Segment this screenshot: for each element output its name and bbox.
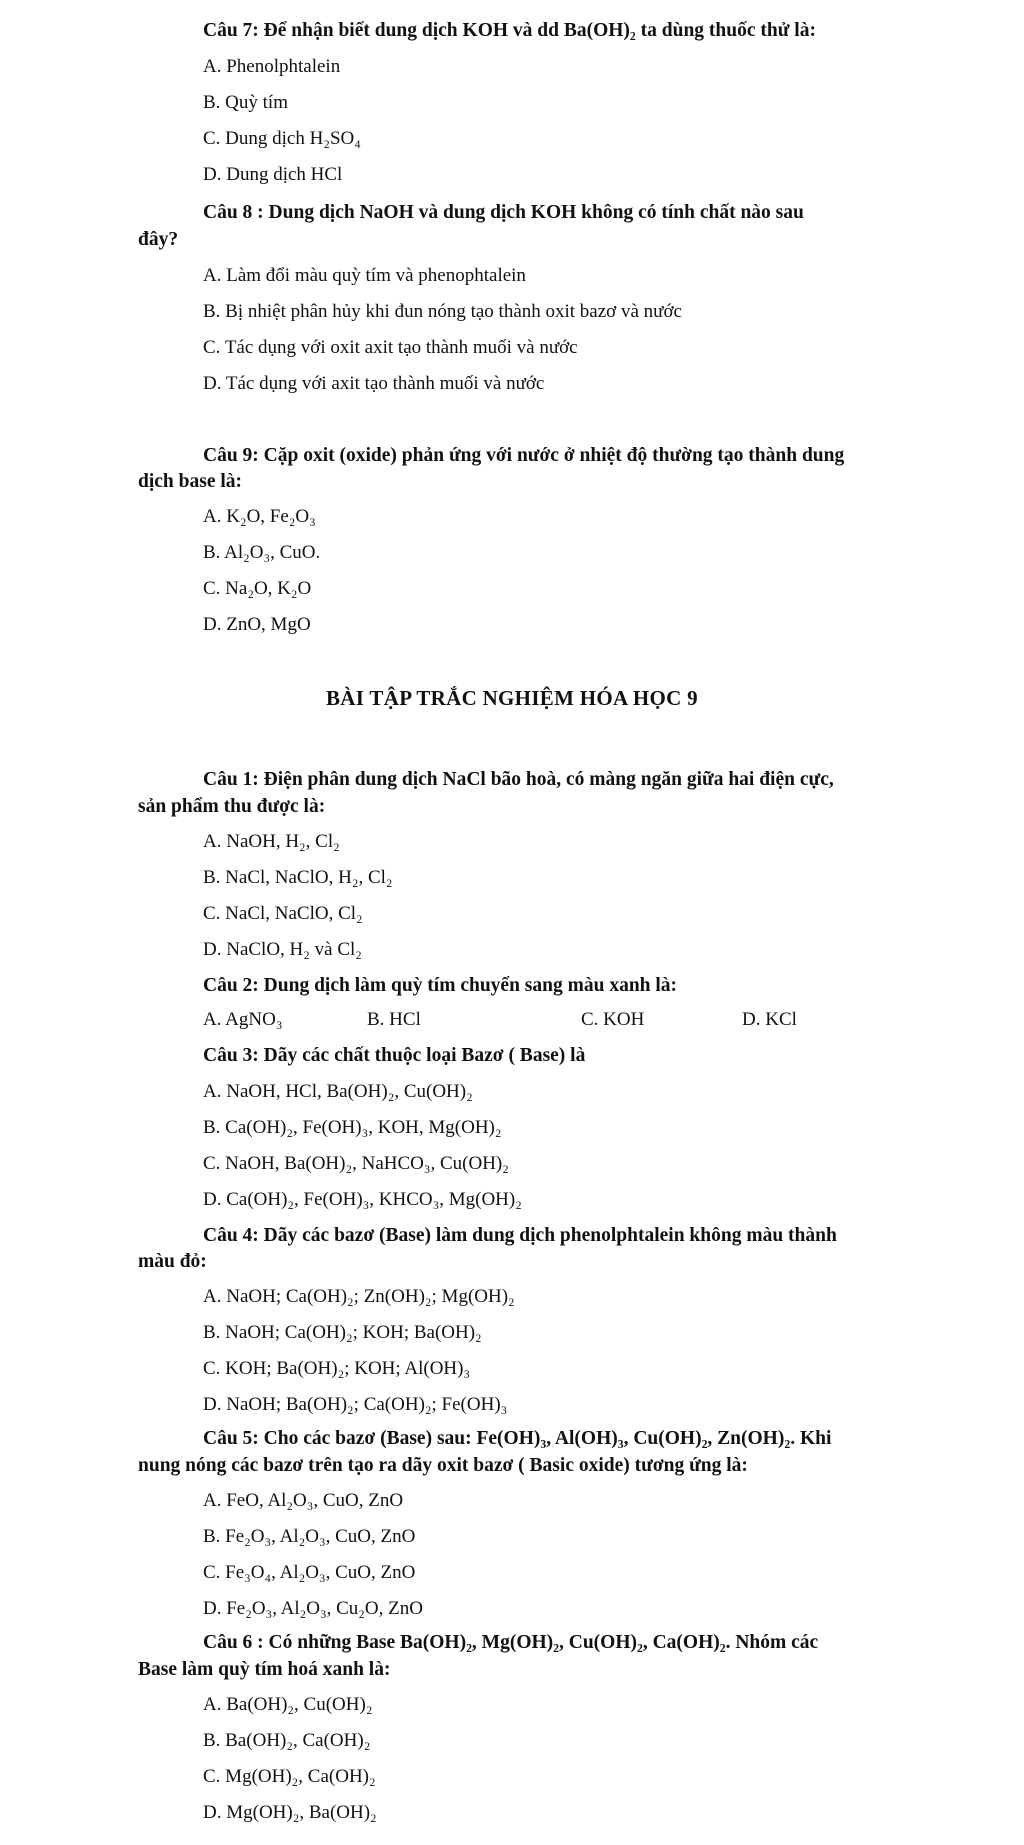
question-text: Câu 4: Dãy các bazơ (Base) làm dung dịch phenolphtalein không màu thành xyxy=(203,1225,837,1246)
answer-option: A. K₂O, Fe₂O₃ xyxy=(203,506,316,527)
q2-option-a: A. AgNO₃ xyxy=(203,1009,283,1030)
question-text: Câu 9: Cặp oxit (oxide) phản ứng với nước ở nhiệt độ thường tạo thành dung xyxy=(203,445,845,466)
answer-option: B. NaOH; Ca(OH)₂; KOH; Ba(OH)₂ xyxy=(203,1322,482,1343)
question-text: Câu 5: Cho các bazơ (Base) sau: Fe(OH)₃, Al(OH)₃, Cu(OH)₂, Zn(OH)₂. Khi xyxy=(203,1428,832,1449)
answer-option: B. NaCl, NaClO, H₂, Cl₂ xyxy=(203,867,393,888)
question-text: Câu 2: Dung dịch làm quỳ tím chuyển sang màu xanh là: xyxy=(203,975,678,996)
question-text: Câu 8 : Dung dịch NaOH và dung dịch KOH không có tính chất nào sau xyxy=(203,202,804,223)
question-text: Base làm quỳ tím hoá xanh là: xyxy=(138,1659,391,1680)
answer-option: C. NaCl, NaClO, Cl₂ xyxy=(203,903,363,924)
answer-option: C. NaOH, Ba(OH)₂, NaHCO₃, Cu(OH)₂ xyxy=(203,1153,509,1174)
answer-option: D. Ca(OH)₂, Fe(OH)₃, KHCO₃, Mg(OH)₂ xyxy=(203,1189,522,1210)
answer-option: D. NaClO, H₂ và Cl₂ xyxy=(203,939,362,960)
answer-option: C. Mg(OH)₂, Ca(OH)₂ xyxy=(203,1766,376,1787)
answer-option: C. Dung dịch H₂SO₄ xyxy=(203,128,361,149)
answer-option: C. Fe₃O₄, Al₂O₃, CuO, ZnO xyxy=(203,1562,416,1583)
answer-option: D. Fe₂O₃, Al₂O₃, Cu₂O, ZnO xyxy=(203,1598,423,1619)
answer-option: A. Ba(OH)₂, Cu(OH)₂ xyxy=(203,1694,373,1715)
question-text: Câu 7: Để nhận biết dung dịch KOH và dd Ba(OH)₂ ta dùng thuốc thử là: xyxy=(203,20,816,41)
answer-option: A. NaOH, H₂, Cl₂ xyxy=(203,831,340,852)
answer-option: D. ZnO, MgO xyxy=(203,614,311,635)
question-text: sản phẩm thu được là: xyxy=(138,796,326,817)
answer-option: B. Ca(OH)₂, Fe(OH)₃, KOH, Mg(OH)₂ xyxy=(203,1117,502,1138)
question-text: đây? xyxy=(138,229,179,250)
answer-option: D. Mg(OH)₂, Ba(OH)₂ xyxy=(203,1802,377,1823)
answer-option: C. KOH; Ba(OH)₂; KOH; Al(OH)₃ xyxy=(203,1358,471,1379)
answer-option: B. Bị nhiệt phân hủy khi đun nóng tạo thành oxit bazơ và nước xyxy=(203,301,682,322)
question-text: nung nóng các bazơ trên tạo ra dãy oxit bazơ ( Basic oxide) tương ứng là: xyxy=(138,1455,748,1476)
q2-option-b: B. HCl xyxy=(367,1009,421,1030)
answer-option: D. Tác dụng với axit tạo thành muối và nước xyxy=(203,373,545,394)
answer-option: B. Quỳ tím xyxy=(203,92,288,113)
answer-option: B. Al₂O₃, CuO. xyxy=(203,542,321,563)
question-text: màu đỏ: xyxy=(138,1251,207,1272)
answer-option: B. Fe₂O₃, Al₂O₃, CuO, ZnO xyxy=(203,1526,416,1547)
answer-option: C. Tác dụng với oxit axit tạo thành muối và nước xyxy=(203,337,578,358)
answer-option: B. Ba(OH)₂, Ca(OH)₂ xyxy=(203,1730,371,1751)
answer-option: A. NaOH; Ca(OH)₂; Zn(OH)₂; Mg(OH)₂ xyxy=(203,1286,515,1307)
answer-option: D. Dung dịch HCl xyxy=(203,164,343,185)
question-text: Câu 6 : Có những Base Ba(OH)₂, Mg(OH)₂, Cu(OH)₂, Ca(OH)₂. Nhóm các xyxy=(203,1632,819,1653)
q2-option-c: C. KOH xyxy=(581,1009,645,1030)
question-text: dịch base là: xyxy=(138,471,243,492)
question-text: Câu 3: Dãy các chất thuộc loại Bazơ ( Base) là xyxy=(203,1045,586,1066)
answer-option: C. Na₂O, K₂O xyxy=(203,578,312,599)
question-text: Câu 1: Điện phân dung dịch NaCl bão hoà, có màng ngăn giữa hai điện cực, xyxy=(203,769,834,790)
section-title: BÀI TẬP TRẮC NGHIỆM HÓA HỌC 9 xyxy=(326,686,698,710)
answer-option: A. Làm đổi màu quỳ tím và phenophtalein xyxy=(203,265,526,286)
answer-option: A. NaOH, HCl, Ba(OH)₂, Cu(OH)₂ xyxy=(203,1081,473,1102)
q2-option-d: D. KCl xyxy=(742,1009,797,1030)
answer-option: D. NaOH; Ba(OH)₂; Ca(OH)₂; Fe(OH)₃ xyxy=(203,1394,508,1415)
answer-option: A. Phenolphtalein xyxy=(203,56,341,77)
answer-option: A. FeO, Al₂O₃, CuO, ZnO xyxy=(203,1490,404,1511)
